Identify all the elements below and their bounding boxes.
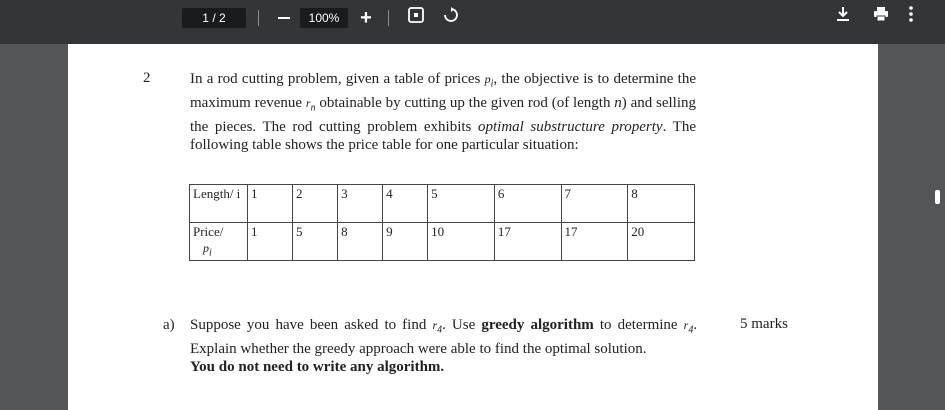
- table-cell: 20: [628, 223, 695, 261]
- table-cell: 2: [293, 185, 338, 223]
- table-cell: 9: [383, 223, 428, 261]
- optimal-substructure-text: optimal substructure property: [477, 118, 663, 135]
- page-indicator[interactable]: [182, 8, 246, 28]
- question-number: 2: [143, 70, 151, 86]
- print-icon[interactable]: [872, 6, 890, 30]
- toolbar-divider: [258, 10, 259, 26]
- question-intro: [190, 70, 696, 155]
- table-cell: 8: [338, 223, 383, 261]
- table-cell: 6: [494, 185, 561, 223]
- part-a-text: Suppose you have been asked to find: [190, 317, 427, 333]
- symbol-rn: $r_n$: [305, 95, 316, 114]
- part-a-question: [163, 316, 697, 377]
- page-current[interactable]: 1: [202, 11, 209, 25]
- more-options-icon[interactable]: [905, 6, 917, 30]
- zoom-in-button[interactable]: +: [360, 7, 372, 29]
- page-total: 2: [219, 11, 226, 25]
- page-separator: /: [212, 11, 216, 25]
- part-a-text: . Explain whether the greedy approach were able to find the optimal solution.: [190, 317, 698, 357]
- table-cell: 10: [428, 223, 495, 261]
- intro-text: obtainable by cutting up the given rod (of length: [319, 94, 611, 111]
- symbol-r4: $r_4$: [683, 318, 694, 336]
- intro-text: . The following table shows the price table for one particular situation:: [190, 118, 696, 154]
- table-header-cell: Price/ $p_i$: [190, 223, 248, 261]
- price-table: [189, 184, 695, 261]
- symbol-n: n: [614, 94, 622, 111]
- table-cell: 17: [494, 223, 561, 261]
- scrollbar-thumb[interactable]: [935, 190, 940, 204]
- instruction-text: You do not need to write any algorithm.: [190, 359, 445, 376]
- part-a-label: a): [163, 317, 175, 333]
- table-cell: 1: [248, 185, 293, 223]
- table-cell: 8: [628, 185, 695, 223]
- intro-text: ) and selling the pieces. The rod cutting problem exhibits: [190, 94, 697, 135]
- symbol-r4: $r_4$: [432, 318, 443, 336]
- fit-page-icon[interactable]: [405, 6, 427, 30]
- table-cell: 4: [383, 185, 428, 223]
- part-a-text: to determine: [599, 317, 678, 333]
- zoom-out-button[interactable]: [278, 17, 290, 19]
- table-row: [190, 223, 695, 261]
- table-cell: 5: [428, 185, 495, 223]
- toolbar-divider: [388, 10, 389, 26]
- part-a-text: . Use: [442, 317, 476, 333]
- table-cell: 5: [293, 223, 338, 261]
- table-row: [190, 185, 695, 223]
- marks-label: 5 marks: [740, 316, 788, 332]
- table-cell: 1: [248, 223, 293, 261]
- symbol-pi: $p_i$: [484, 72, 494, 90]
- rotate-icon[interactable]: [440, 6, 462, 30]
- intro-text: , the objective is to determine the maximum revenue: [190, 71, 696, 111]
- table-cell: 7: [561, 185, 628, 223]
- table-header-cell: Length/ i: [190, 185, 248, 223]
- table-cell: 17: [561, 223, 628, 261]
- zoom-level-input[interactable]: 100%: [300, 8, 348, 28]
- pdf-toolbar: [0, 0, 945, 44]
- table-cell: 3: [338, 185, 383, 223]
- greedy-algorithm-text: greedy algorithm: [481, 317, 594, 333]
- download-icon[interactable]: [835, 6, 851, 30]
- intro-text: In a rod cutting problem, given a table of prices: [190, 71, 481, 87]
